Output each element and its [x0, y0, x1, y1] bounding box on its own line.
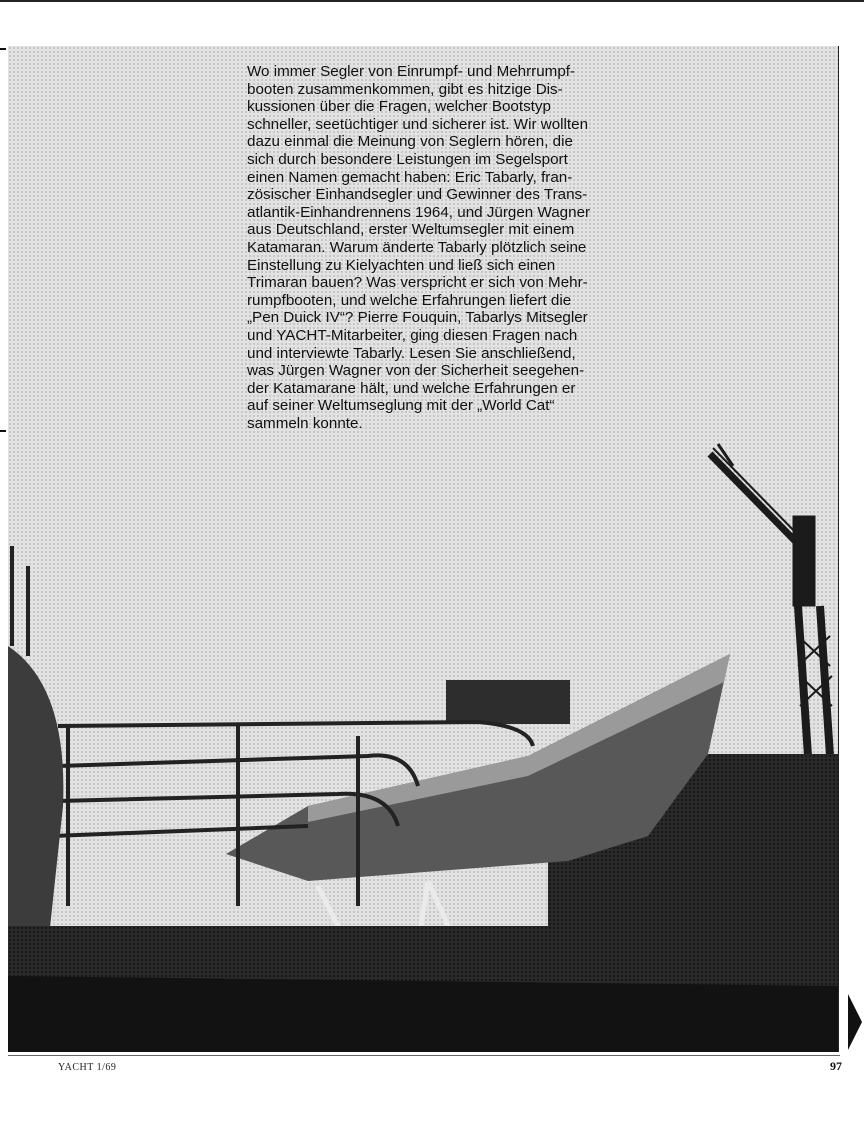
- intro-line: Katamaran. Warum änderte Tabarly plötzlich seine: [247, 238, 587, 256]
- intro-line: Trimaran bauen? Was verspricht er sich von Mehr-: [247, 274, 588, 292]
- page-number: 97: [830, 1059, 842, 1073]
- intro-line: einen Namen gemacht haben: Eric Tabarly, fran-: [247, 168, 573, 186]
- page-edge-mark: [0, 430, 6, 432]
- intro-line: und YACHT-Mitarbeiter, ging diesen Fragen nach: [247, 326, 578, 344]
- intro-line: Wo immer Segler von Einrumpf- und Mehrrumpf-: [247, 63, 576, 80]
- intro-line: was Jürgen Wagner von der Sicherheit seegehen-: [247, 362, 585, 380]
- boatyard-photo: [8, 46, 839, 1052]
- article-intro: [247, 63, 667, 432]
- intro-line: dazu einmal die Meinung von Seglern hören, die: [247, 133, 573, 151]
- intro-line: Einstellung zu Kielyachten und ließ sich einen: [247, 256, 556, 274]
- intro-line: aus Deutschland, erster Weltumsegler mit einem: [247, 221, 575, 239]
- intro-line: zösischer Einhandsegler und Gewinner des Trans-: [247, 186, 588, 204]
- intro-line: rumpfbooten, und welche Erfahrungen liefert die: [247, 291, 572, 309]
- intro-line: booten zusammenkommen, gibt es hitzige Dis-: [247, 80, 563, 98]
- footer-rule: [8, 1055, 840, 1056]
- top-rule: [0, 0, 864, 2]
- magazine-issue-label: YACHT 1/69: [58, 1062, 117, 1073]
- intro-line: kussionen über die Fragen, welcher Bootstyp: [247, 98, 551, 116]
- continue-arrow-icon: [848, 994, 862, 1050]
- intro-line: auf seiner Weltumseglung mit der „World Cat“: [247, 397, 555, 415]
- intro-line: atlantik-Einhandrennens 1964, und Jürgen Wagner: [247, 203, 591, 221]
- intro-line: und interviewte Tabarly. Lesen Sie anschließend,: [247, 344, 576, 362]
- intro-line: „Pen Duick IV“? Pierre Fouquin, Tabarlys Mitsegler: [247, 309, 588, 327]
- ground-shadow: [8, 976, 838, 1052]
- shed-roof: [446, 680, 570, 724]
- page-edge-mark: [0, 48, 6, 50]
- intro-line: schneller, seetüchtiger und sicherer ist. Wir wollten: [247, 115, 589, 133]
- intro-line: der Katamarane hält, und welche Erfahrungen er: [247, 379, 576, 397]
- intro-line: sich durch besondere Leistungen im Segelsport: [247, 150, 568, 168]
- intro-line: sammeln konnte.: [247, 414, 363, 432]
